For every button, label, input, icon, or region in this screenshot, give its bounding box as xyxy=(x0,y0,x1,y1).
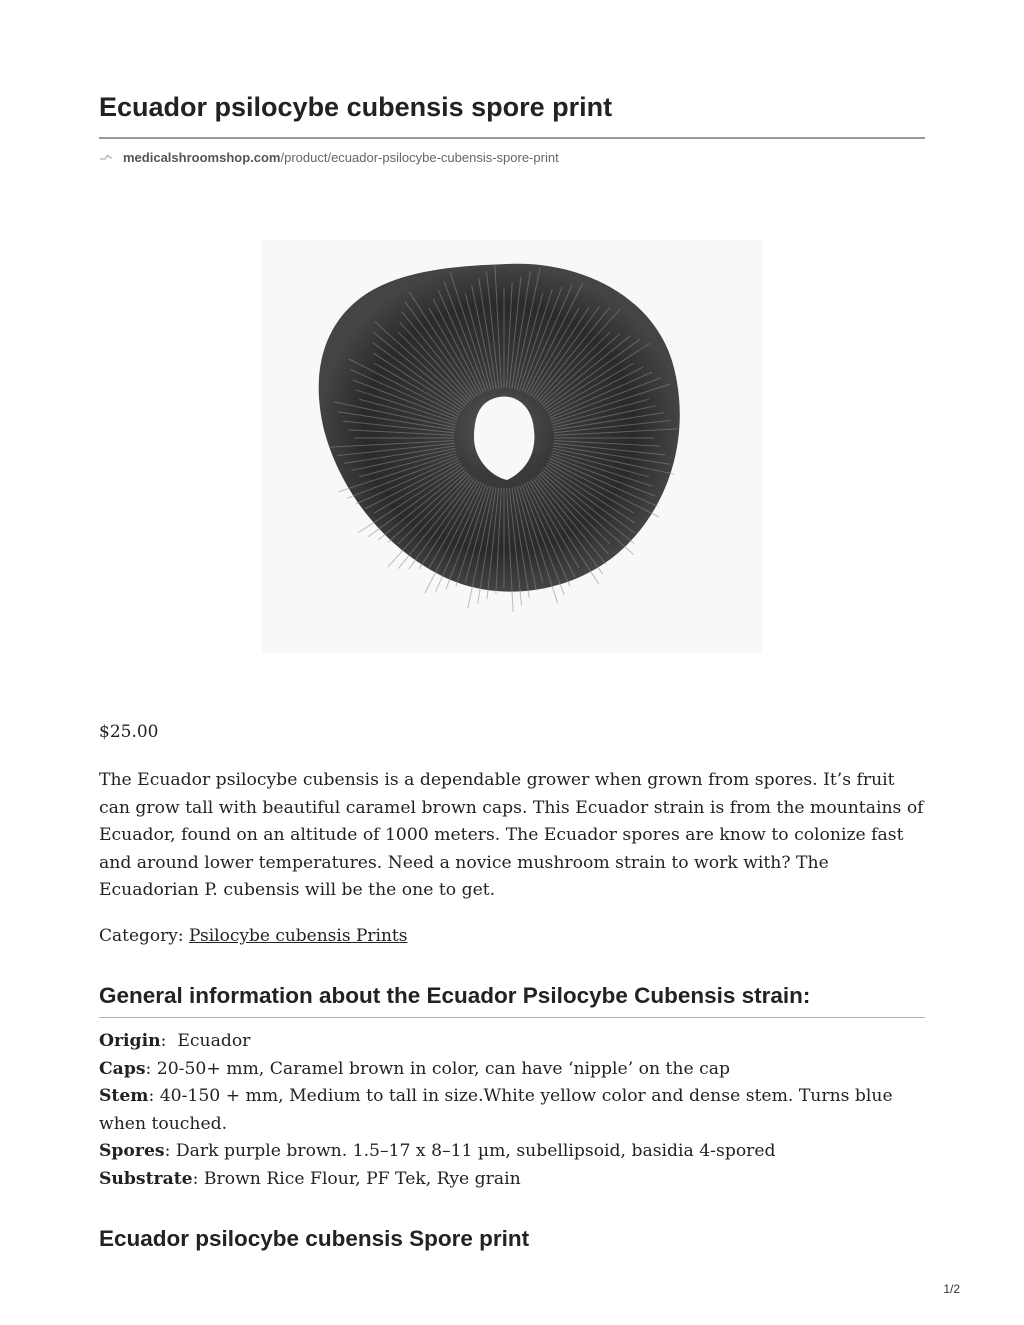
strain-info-list xyxy=(99,1028,925,1193)
source-url[interactable] xyxy=(99,150,559,165)
favicon-icon xyxy=(99,153,113,163)
category-link[interactable]: Psilocybe cubensis Prints xyxy=(189,926,408,946)
category-label: Category: xyxy=(99,926,184,946)
source-path: /product/ecuador-psilocybe-cubensis-spore-print xyxy=(280,150,559,165)
page-number: 1/2 xyxy=(943,1282,960,1296)
spore-print-image xyxy=(262,240,762,653)
product-description: The Ecuador psilocybe cubensis is a dependable grower when grown from spores. It’s fruit can grow tall with beautiful caramel brown caps. This Ecuador strain is from the mountains of Ecuador, found on an altitude of 1000 meters. The Ecuador spores are know to colonize fast and around lower temperatures. Need a novice mushroom strain to work with? The Ecuadorian P. cubensis will be the one to get. xyxy=(99,770,924,901)
category-line xyxy=(99,926,407,946)
info-item-substrate: Substrate: Brown Rice Flour, PF Tek, Rye grain xyxy=(99,1168,521,1189)
page-title: Ecuador psilocybe cubensis spore print xyxy=(99,92,613,122)
info-item-caps: Caps: 20-50+ mm, Caramel brown in color, can have ‘nipple’ on the cap xyxy=(99,1058,730,1079)
spore-print-graphic xyxy=(262,240,762,653)
title-divider xyxy=(99,137,925,139)
info-item-origin: Origin: Ecuador xyxy=(99,1031,251,1051)
section-divider xyxy=(99,1017,925,1018)
spore-print-heading: Ecuador psilocybe cubensis Spore print xyxy=(99,1226,530,1251)
source-domain: medicalshroomshop.com xyxy=(123,150,281,165)
info-item-spores: Spores: Dark purple brown. 1.5–17 x 8–11 µm, subellipsoid, basidia 4-spored xyxy=(99,1141,776,1161)
general-info-heading: General information about the Ecuador Psilocybe Cubensis strain: xyxy=(99,983,811,1008)
info-item-stem: Stem: 40-150 + mm, Medium to tall in size.White yellow color and dense stem. Turns blue when touched. xyxy=(99,1086,893,1134)
product-price: $25.00 xyxy=(99,722,159,742)
